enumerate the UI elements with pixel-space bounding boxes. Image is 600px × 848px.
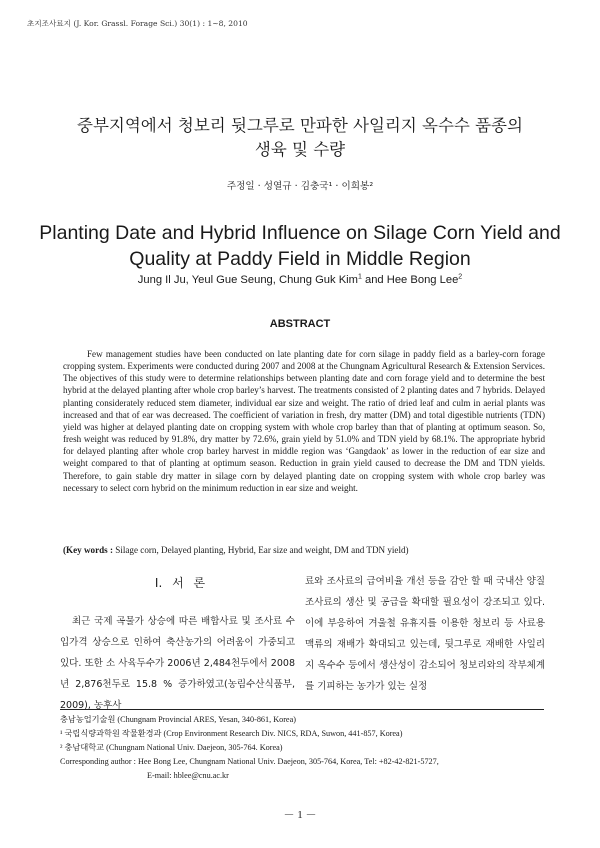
footnotes	[60, 713, 550, 783]
korean-authors: 주정일 · 성열규 · 김충국¹ · 이희봉²	[226, 181, 374, 192]
author-affil-mark-2: 2	[458, 273, 463, 281]
affiliation-main: 충남농업기술원 (Chungnam Provincial ARES, Yesan, 340-861, Korea)	[60, 715, 296, 724]
footnote-divider	[60, 709, 544, 710]
abstract-heading: ABSTRACT	[269, 318, 331, 330]
intro-left-column: 최근 국제 곡물가 상승에 따른 배합사료 및 조사료 수입가격 상승으로 인하여 축산농가의 어려움이 가중되고 있다. 또한 소 사육두수가 2006년 2,484천두에서 2008년 2,876천두로 15.8 % 증가하였고(농림수산식품부, 2009), 농후사	[60, 616, 295, 711]
english-authors	[0, 274, 600, 286]
authors-and: and Hee Bong Lee	[361, 274, 459, 286]
korean-title	[0, 114, 600, 162]
intro-right-column: 료와 조사료의 급여비율 개선 등을 감안 할 때 국내산 양질 조사료의 생산 및 공급을 확대할 필요성이 강조되고 있다. 이에 부응하여 겨울철 유휴지를 이용한 청보리 등 사료용 맥류의 재배가 확대되고 있는데, 뒷그루로 재배한 사일리지 옥수수 등에서 생산성이 감소되어 청보리와의 작부체계를 기피하는 농가가 있는 실정	[305, 576, 545, 692]
corresponding-author: Corresponding author : Hee Bong Lee, Chungnam National Univ. Daejeon, 305-764, Korea, Tel: +82-42-821-5727,	[60, 757, 439, 766]
english-title-line2: Quality at Paddy Field in Middle Region	[129, 248, 471, 270]
abstract-body: Few management studies have been conducted on late planting date for corn silage in paddy field as a barley-corn forage cropping system. Experiments were conducted during 2007 and 2008 at the Chungnam Agricultural Research & Extension Services. The objectives of this study were to determine relationships between planting date and corn forage yield and to determine the best hybrid at the delayed planting after whole crop barley’s harvest. The treatments consisted of 2 planting dates and 7 hybrids. Delayed planting considerately reduced stem diameter, individual ear size and weight. The ratio of dried leaf and culm in aerial plants was increased and that of ear was decreased. The coefficient of variation in fresh, dry matter (DM) and total digestible nutrients (TDN) yield was higher at delayed planting date on cropping system with whole crop barley than that of planting at optimum season. So, fresh weight was reduced by 91.8%, dry matter by 72.6%, grain yield by 51.0% and TDN yield by 68.1%. The appropriate hybrid for delayed planting after whole crop barley harvest in middle region was ‘Gangdaok’ as lower in the reduction of ear size and weight compared to that of planting at optimum season. Reduction in grain yield caused to decrease the DM and TDN yields. Therefore, to gain stable dry matter in silage corn by delayed planting date on cropping system with whole crop barley was necessary to select corn hybrid on the minimum reduction in ear size and weight.	[63, 349, 545, 493]
keywords-label: (Key words :	[63, 545, 114, 555]
section-heading-introduction: Ⅰ. 서 론	[154, 576, 206, 590]
affiliation-2: ² 충남대학교 (Chungnam National Univ. Daejeon, 305-764. Korea)	[60, 743, 283, 752]
english-title-line1: Planting Date and Hybrid Influence on Silage Corn Yield and	[39, 222, 561, 244]
korean-title-line2: 생육 및 수량	[254, 140, 346, 159]
affiliation-1: ¹ 국립식량과학원 작물환경과 (Crop Environment Research Div. NICS, RDA, Suwon, 441-857, Korea)	[60, 729, 403, 738]
corresponding-email: E-mail: hblee@cnu.ac.kr	[147, 771, 229, 780]
keywords-text: Silage corn, Delayed planting, Hybrid, Ear size and weight, DM and TDN yield)	[113, 545, 409, 555]
korean-title-line1: 중부지역에서 청보리 뒷그루로 만파한 사일리지 옥수수 품종의	[77, 116, 523, 135]
keywords	[63, 545, 545, 555]
journal-citation: 초지조사료지 (J. Kor. Grassl. Forage Sci.) 30(1) : 1~8, 2010	[27, 19, 248, 28]
page-number: － 1 －	[283, 809, 317, 821]
author-affil-mark-1: 1	[357, 273, 362, 281]
english-title	[0, 220, 600, 272]
authors-main: Jung Il Ju, Yeul Gue Seung, Chung Guk Kim	[137, 274, 358, 286]
